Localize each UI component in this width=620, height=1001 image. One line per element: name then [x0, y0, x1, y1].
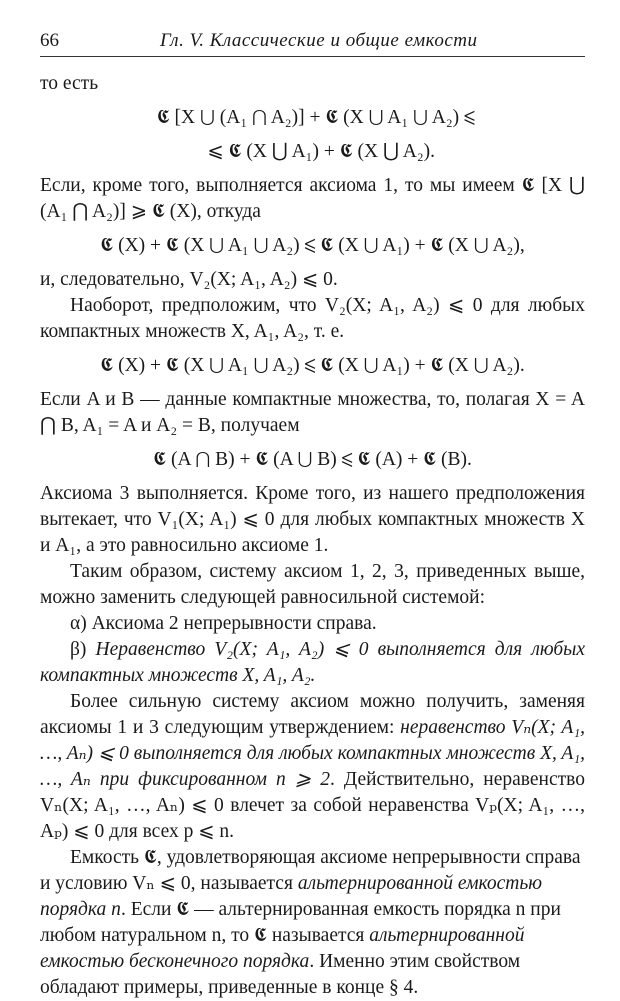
page-body: [40, 71, 585, 1001]
text-span: Емкость 𝕮, удовлетворяющая аксиоме непрерывности справа и условию Vₙ ⩽ 0, называется: [40, 847, 581, 894]
text-span: . Действительно, неравенство Vₙ(X; A₁, …, Aₙ) ⩽ 0 влечет за собой неравенства Vₚ(X; A₁, …, Aₚ) ⩽ 0 для всех p ⩽ n.: [40, 769, 585, 842]
paragraph: Таким образом, систему аксиом 1, 2, 3, приведенных выше, можно заменить следующей равносильной системой:: [40, 561, 585, 608]
paragraph: Аксиома 3 выполняется. Кроме того, из нашего предположения вытекает, что V₁(X; A₁) ⩽ 0 для любых компактных множеств X и A₁, а это равносильно аксиоме 1.: [40, 483, 585, 556]
paragraph: и, следовательно, V₂(X; A₁, A₂) ⩽ 0.: [40, 269, 338, 290]
running-title: Гл. V. Классические и общие емкости: [160, 30, 478, 51]
text-span: . Если 𝕮 — альтернированная емкость порядка n при любом натуральном n, то 𝕮 называется: [40, 899, 561, 946]
page-header: [40, 26, 585, 57]
italic-text: неравенство Vₙ(X; A₁, …, Aₙ) ⩽ 0 выполняется для любых компактных множеств X, A₁, …, Aₙ при фиксированном n ⩾ 2: [40, 717, 586, 790]
book-page: [40, 26, 585, 1001]
italic-text: альтернированной емкостью порядка n: [40, 873, 543, 920]
formula: 𝕮 (A ⋂ B) + 𝕮 (A ⋃ B) ⩽ 𝕮 (A) + 𝕮 (B).: [153, 449, 472, 470]
page-number: 66: [40, 30, 59, 51]
text-span: Более сильную систему аксиом можно получить, заменяя аксиомы 1 и 3 следующим утверждением:: [40, 691, 585, 738]
paragraph: Если A и B — данные компактные множества, то, полагая X = A ⋂ B, A₁ = A и A₂ = B, получаем: [40, 389, 585, 436]
paragraph: [40, 637, 585, 689]
paragraph: Наоборот, предположим, что V₂(X; A₁, A₂) ⩽ 0 для любых компактных множеств X, A₁, A₂, т. е.: [40, 295, 585, 342]
formula: 𝕮 (X) + 𝕮 (X ⋃ A₁ ⋃ A₂) ⩽ 𝕮 (X ⋃ A₁) + 𝕮 (X ⋃ A₂),: [100, 235, 525, 256]
text-span: . Именно этим свойством обладают примеры, приведенные в конце § 4.: [40, 951, 521, 998]
formula: 𝕮 (X) + 𝕮 (X ⋃ A₁ ⋃ A₂) ⩽ 𝕮 (X ⋃ A₁) + 𝕮 (X ⋃ A₂).: [100, 355, 525, 376]
list-marker: β): [70, 639, 96, 660]
italic-text: Неравенство V₂(X; A₁, A₂) ⩽ 0 выполняется для любых компактных множеств X, A₁, A₂.: [40, 639, 586, 686]
paragraph: [40, 689, 585, 845]
paragraph: Если, кроме того, выполняется аксиома 1, то мы имеем 𝕮 [X ⋃ (A₁ ⋂ A₂)] ⩾ 𝕮 (X), откуда: [40, 175, 585, 222]
text-line: то есть: [40, 73, 99, 94]
paragraph: α) Аксиома 2 непрерывности справа.: [70, 613, 377, 634]
formula: ⩽ 𝕮 (X ⋃ A₁) + 𝕮 (X ⋃ A₂).: [207, 141, 435, 162]
italic-text: альтернированной емкостью бесконечного порядка: [40, 925, 525, 972]
formula: 𝕮 [X ⋃ (A₁ ⋂ A₂)] + 𝕮 (X ⋃ A₁ ⋃ A₂) ⩽: [156, 107, 475, 128]
paragraph: [40, 845, 585, 1001]
